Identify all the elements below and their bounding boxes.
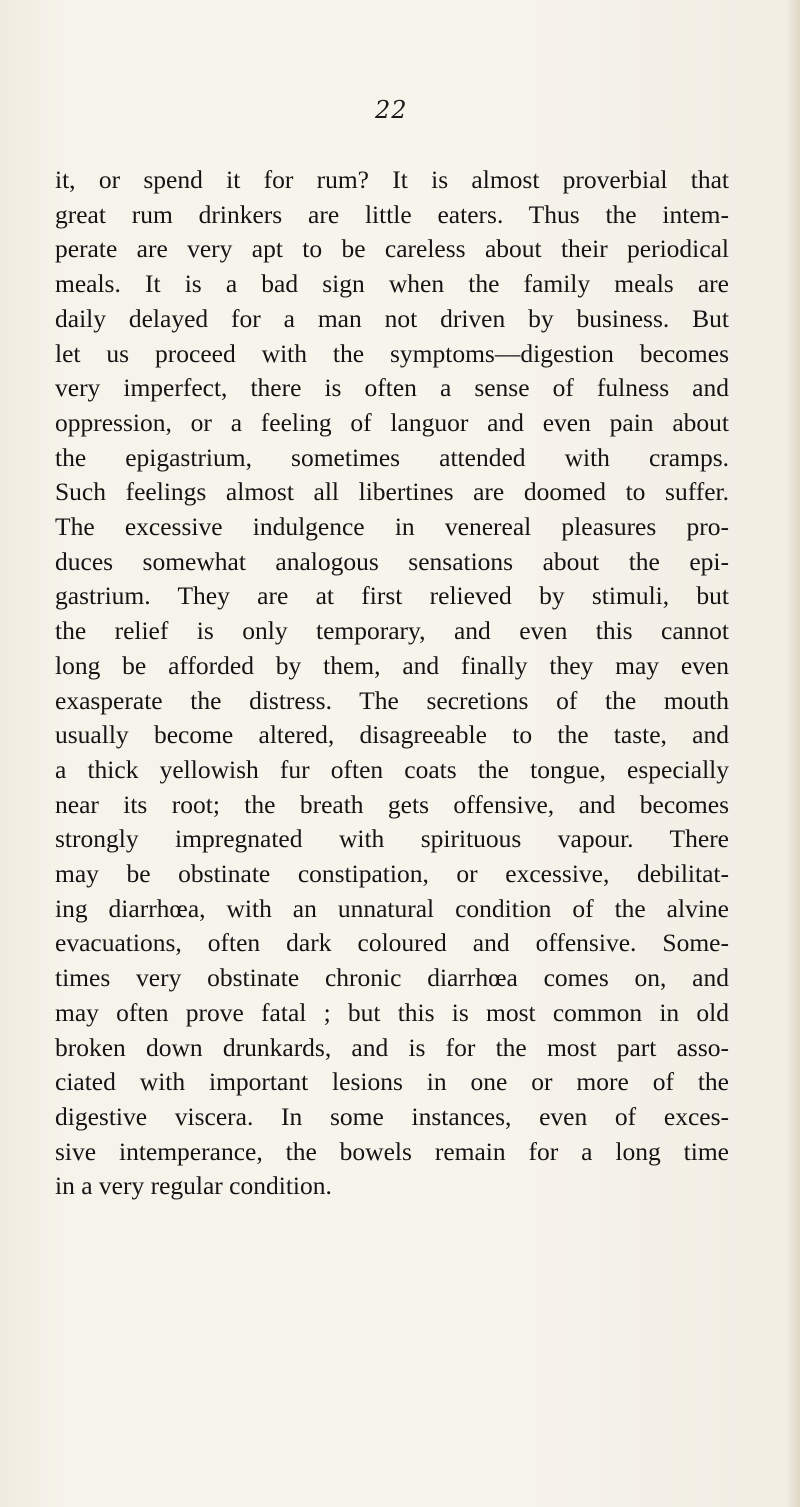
text-line: the relief is only temporary, and even this cannot xyxy=(55,616,729,646)
text-line: daily delayed for a man not driven by business. But xyxy=(55,303,729,333)
text-line: let us proceed with the symptoms—digestion becomes xyxy=(55,338,729,368)
text-line: Such feelings almost all libertines are doomed to suffer. xyxy=(55,477,729,507)
text-line: exasperate the distress. The secretions of the mouth xyxy=(55,685,729,715)
text-line: duces somewhat analogous sensations about the epi- xyxy=(55,546,729,576)
text-line: ciated with important lesions in one or more of the xyxy=(55,1067,729,1097)
text-line: meals. It is a bad sign when the family meals are xyxy=(55,269,729,299)
text-line: usually become altered, disagreeable to the taste, and xyxy=(55,720,729,750)
text-line: digestive viscera. In some instances, even of exces- xyxy=(55,1101,729,1131)
text-line-last: in a very regular condition. xyxy=(55,1171,332,1201)
body-text xyxy=(55,163,729,1204)
text-line: the epigastrium, sometimes attended with cramps. xyxy=(55,442,729,472)
text-line: oppression, or a feeling of languor and even pain about xyxy=(55,407,729,437)
text-line: broken down drunkards, and is for the most part asso- xyxy=(55,1032,729,1062)
text-line: evacuations, often dark coloured and offensive. Some- xyxy=(55,928,729,958)
text-line: a thick yellowish fur often coats the tongue, especially xyxy=(55,754,729,784)
text-line: strongly impregnated with spirituous vapour. There xyxy=(55,824,729,854)
text-line: ing diarrhœa, with an unnatural condition of the alvine xyxy=(55,893,729,923)
text-line: gastrium. They are at first relieved by stimuli, but xyxy=(55,581,729,611)
text-line: very imperfect, there is often a sense of fulness and xyxy=(55,373,729,403)
text-line: perate are very apt to be careless about their periodical xyxy=(55,234,729,264)
text-line: times very obstinate chronic diarrhœa comes on, and xyxy=(55,963,729,993)
text-line: sive intemperance, the bowels remain for a long time xyxy=(55,1136,729,1166)
text-line: The excessive indulgence in venereal pleasures pro- xyxy=(55,512,729,542)
text-line: great rum drinkers are little eaters. Thus the intem- xyxy=(55,199,729,229)
text-line: long be afforded by them, and finally they may even xyxy=(55,650,729,680)
page-number: 22 xyxy=(375,96,408,124)
page-edge-shadow xyxy=(786,0,800,1507)
text-line: may often prove fatal ; but this is most common in old xyxy=(55,997,729,1027)
text-line: near its root; the breath gets offensive, and becomes xyxy=(55,789,729,819)
text-line: it, or spend it for rum? It is almost proverbial that xyxy=(55,165,729,194)
text-line: may be obstinate constipation, or excessive, debilitat- xyxy=(55,859,729,889)
